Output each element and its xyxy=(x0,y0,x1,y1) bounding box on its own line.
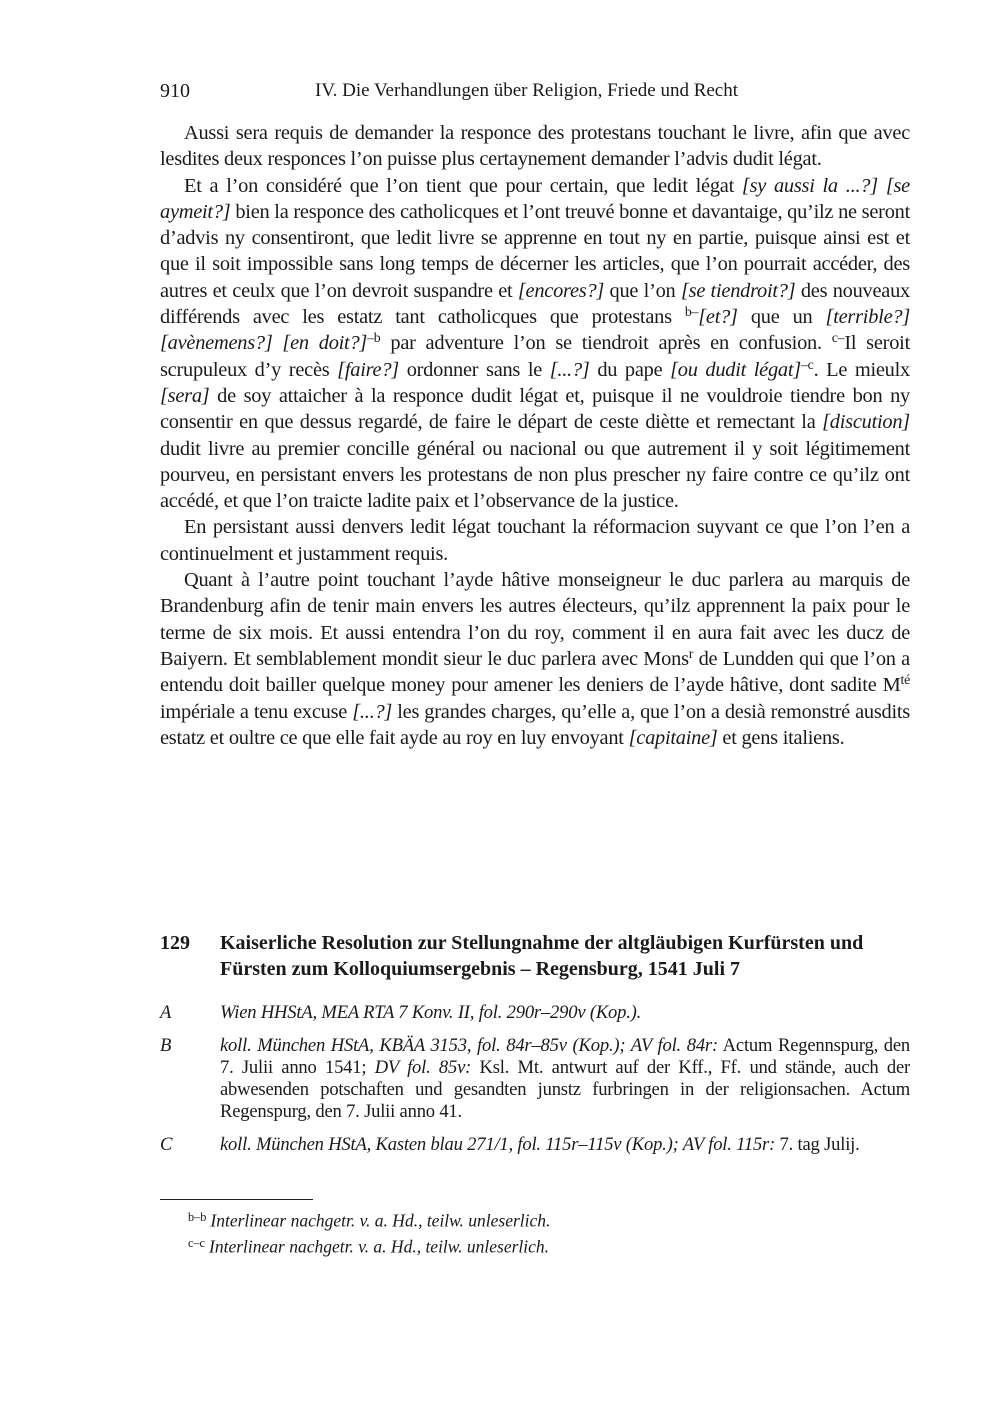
text-run: par adventure l’on se tiendroit après en confusion. xyxy=(380,332,832,355)
page-number: 910 xyxy=(160,80,190,102)
apparatus-marker: –c xyxy=(800,357,814,373)
editorial-note: [sy aussi la ...?] [se aymeit?] xyxy=(160,174,910,223)
source-entry xyxy=(160,1002,910,1024)
text-run: Ksl. Mt. antwurt auf der Kff., Ff. und stände, auch der abwesenden potschaften und gesandten junstz furbringen in der religionsachen. Actum Regenspurg, den 7. Julii anno 41. xyxy=(220,1057,910,1122)
text-run: des nouveaux différends avec les estatz tant catholicques que protestans xyxy=(160,279,910,329)
text-run: . Le mieulx xyxy=(813,358,910,381)
editorial-note: koll. München HStA, KBÄA 3153, fol. 84r–85v (Kop.); AV fol. 84r: xyxy=(220,1035,718,1056)
text-run: les grandes charges, qu’elle a, que l’on a desià remonstré ausdits estatz et oultre ce que elle fait ayde au roy en luy envoyant xyxy=(160,700,910,749)
editorial-note: [terrible?] [avènemens?] [en doit?] xyxy=(160,306,911,355)
text-run: de soy attaicher à la responce dudit légat et, puisque il ne vouldroie tiendre bon ny consentir en que dessus regardé, de faire le départ de ceste diètte et remectant la xyxy=(160,384,910,434)
text-run: ordonner sans le xyxy=(398,358,550,381)
apparatus-marker: té xyxy=(900,673,910,689)
footnote-text: Interlinear nachgetr. v. a. Hd., teilw. unleserlich. xyxy=(210,1210,551,1231)
editorial-note: [discution] xyxy=(822,411,910,434)
document-heading xyxy=(160,930,910,982)
apparatus-marker: –b xyxy=(367,331,381,347)
paragraph xyxy=(160,120,910,173)
text-run: bien la responce des catholicques et l’ont treuvé bonne et davantaige, qu’ilz ne seront d’advis ny consentiront, que ledit livre se apprenne en tout ny en partie, puisque ainsi est et que il soit impossible sans long temps de décerner les articles, que l’on pourrait accéder, des autres et ceulx que l’on devroit suspandre et xyxy=(160,200,910,302)
footnote xyxy=(188,1206,550,1232)
paragraph xyxy=(160,173,910,515)
source-list xyxy=(160,1002,910,1167)
footnote-text: Interlinear nachgetr. v. a. Hd., teilw. unleserlich. xyxy=(209,1236,550,1256)
footnote xyxy=(188,1232,550,1258)
text-run: impériale a tenu excuse xyxy=(160,700,353,723)
text-run: Quant à l’autre point touchant l’ayde hâtive monseigneur le duc parlera au marquis de Brandenburg afin de tenir main envers les autres électeurs, qu’ilz apprennent la paix pour le terme de six mois. Et aussi entendra l’on du roy, comment il en aura fait avec les ducz de Baiyern. Et semblablement mondit sieur le duc parlera avec Mons xyxy=(160,569,910,670)
source-siglum: C xyxy=(160,1134,173,1155)
document-title: Kaiserliche Resolution zur Stellungnahme der altgläubigen Kurfürsten und Fürsten zum Kolloquiumsergebnis – Regensburg, 1541 Juli 7 xyxy=(220,932,864,980)
text-run: Il seroit scrupuleux d’y recès xyxy=(160,332,910,381)
footnote-divider xyxy=(160,1199,313,1200)
body-text xyxy=(160,120,910,751)
editorial-note: [faire?] xyxy=(337,358,399,381)
text-run: En persistant aussi denvers ledit légat touchant la réformacion suyvant ce que l’on l’en a continuelment et justamment requis. xyxy=(160,516,910,565)
footnote-marker: c–c xyxy=(188,1235,205,1250)
source-entry xyxy=(160,1035,910,1123)
apparatus-marker: c– xyxy=(831,331,845,347)
footnotes xyxy=(188,1206,550,1257)
editorial-note: [capitaine] xyxy=(628,726,718,749)
text-run: Aussi sera requis de demander la responce des protestans touchant le livre, afin que avec lesdites deux responces l’on puisse plus certaynement demander l’advis dudit légat. xyxy=(160,122,910,171)
editorial-note: [sera] xyxy=(160,384,210,407)
text-run: et gens italiens. xyxy=(717,726,845,749)
text-run: Et a l’on considéré que l’on tient que pour certain, que ledit légat xyxy=(184,174,742,197)
editorial-note: Wien HHStA, MEA RTA 7 Konv. II, fol. 290r–290v (Kop.). xyxy=(220,1002,642,1023)
source-entry xyxy=(160,1134,910,1156)
editorial-note: [...?] xyxy=(352,700,393,723)
editorial-note: [encores?] xyxy=(517,279,605,302)
editorial-note: [se tiendroit?] xyxy=(680,279,796,302)
paragraph xyxy=(160,514,910,567)
paragraph xyxy=(160,567,910,751)
editorial-note: [et?] xyxy=(698,306,738,329)
text-run: de Lundden qui que l’on a entendu doit bailler quelque money pour amener les deniers de l’ayde hâtive, dont sadite M xyxy=(160,647,910,697)
editorial-note: [ou dudit légat] xyxy=(670,358,801,381)
editorial-note: [...?] xyxy=(549,358,590,381)
text-run: dudit livre au premier concille général ou nacional ou que autrement il y soit légitimement pourveu, en persistant envers les protestans de non plus prescher ny faire contre ce qu’ilz ont accédé, et que l’on traicte ladite paix et l’observance de la justice. xyxy=(160,437,910,513)
text-run: que l’on xyxy=(604,279,681,302)
apparatus-marker: b– xyxy=(684,305,699,321)
text-run: 7. tag Julij. xyxy=(775,1134,860,1155)
editorial-note: koll. München HStA, Kasten blau 271/1, fol. 115r–115v (Kop.); AV fol. 115r: xyxy=(220,1134,776,1155)
apparatus-marker: r xyxy=(688,647,694,663)
source-siglum: A xyxy=(160,1002,172,1023)
text-run: Actum Regennspurg, den 7. Julii anno 1541; xyxy=(220,1035,911,1078)
source-siglum: B xyxy=(160,1035,172,1056)
editorial-note: DV fol. 85v: xyxy=(374,1057,472,1078)
text-run: que un xyxy=(737,306,826,329)
footnote-marker: b–b xyxy=(188,1210,207,1224)
running-title: IV. Die Verhandlungen über Religion, Friede und Recht xyxy=(315,80,739,101)
text-run: du pape xyxy=(589,358,671,381)
document-number: 129 xyxy=(160,932,190,954)
